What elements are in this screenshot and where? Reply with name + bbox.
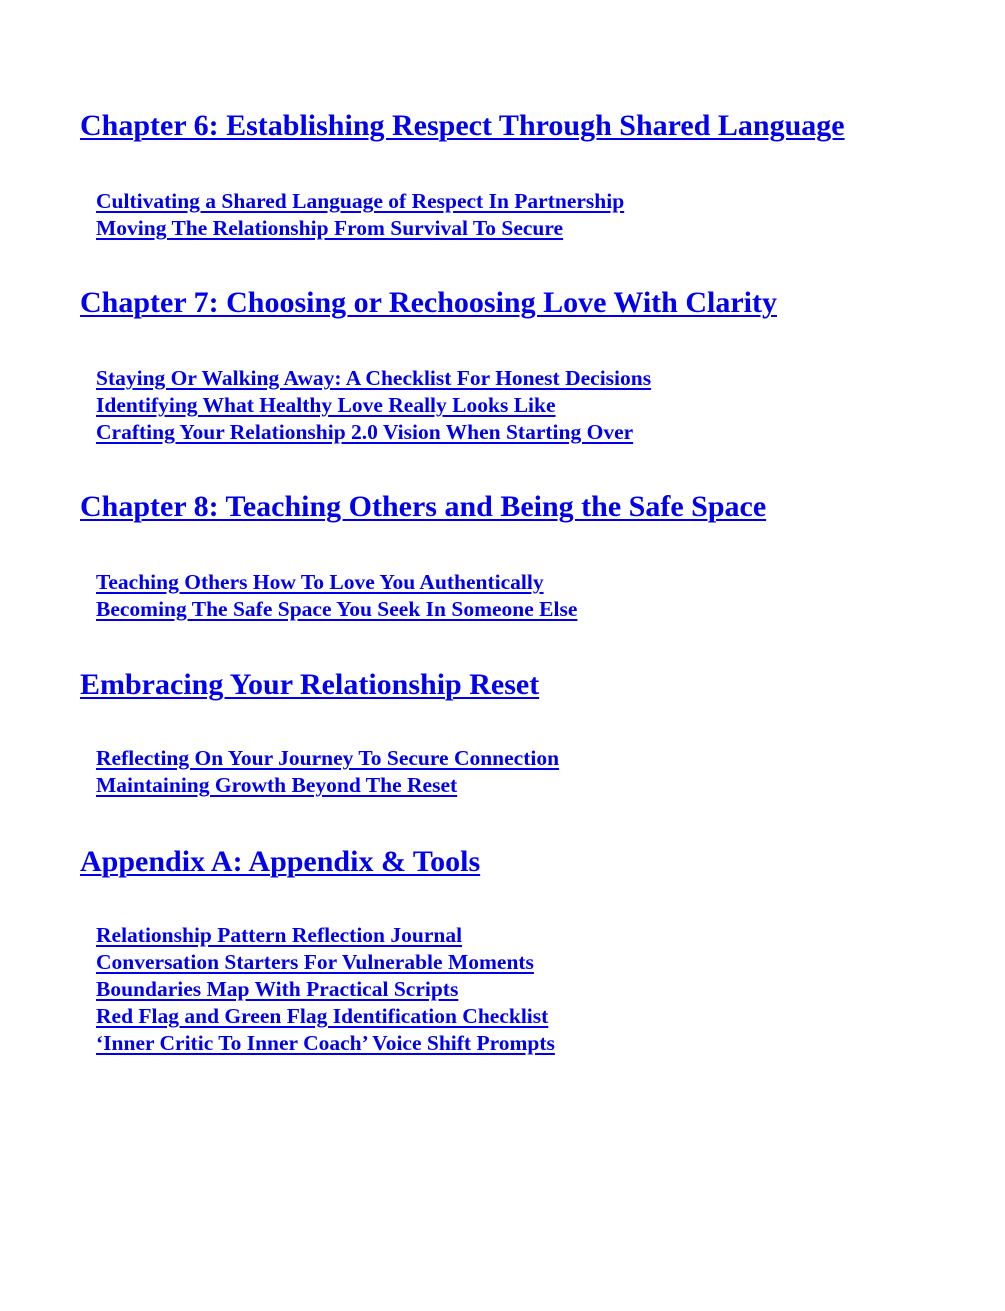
toc-section-link[interactable]: Relationship Pattern Reflection Journal <box>96 923 463 947</box>
toc-section-link[interactable]: Moving The Relationship From Survival To Secure <box>96 216 564 240</box>
toc-chapter-7-link[interactable]: Chapter 7: Choosing or Rechoosing Love With Clarity <box>80 286 777 319</box>
toc-section-link[interactable]: Red Flag and Green Flag Identification Checklist <box>96 1004 549 1028</box>
toc-section-link[interactable]: ‘Inner Critic To Inner Coach’ Voice Shift Prompts <box>96 1031 555 1055</box>
toc-section-link[interactable]: Maintaining Growth Beyond The Reset <box>96 773 458 797</box>
toc-section-link[interactable]: Becoming The Safe Space You Seek In Someone Else <box>96 597 578 621</box>
toc-section-link[interactable]: Staying Or Walking Away: A Checklist For Honest Decisions <box>96 366 652 390</box>
toc-section-link[interactable]: Boundaries Map With Practical Scripts <box>96 977 459 1001</box>
toc-section-link[interactable]: Teaching Others How To Love You Authentically <box>96 570 544 594</box>
toc-appendix-a-link[interactable]: Appendix A: Appendix & Tools <box>80 845 481 878</box>
toc-section-link[interactable]: Crafting Your Relationship 2.0 Vision When Starting Over <box>96 420 634 444</box>
toc-section-link[interactable]: Reflecting On Your Journey To Secure Connection <box>96 746 560 770</box>
toc-section-link[interactable]: Conversation Starters For Vulnerable Moments <box>96 950 534 974</box>
toc-chapter-8-link[interactable]: Chapter 8: Teaching Others and Being the Safe Space <box>80 490 767 523</box>
toc-chapter-6-link[interactable]: Chapter 6: Establishing Respect Through Shared Language <box>80 109 845 142</box>
toc-reset-chapter-link[interactable]: Embracing Your Relationship Reset <box>80 668 540 701</box>
toc-section-link[interactable]: Identifying What Healthy Love Really Looks Like <box>96 393 556 417</box>
toc-section-link[interactable]: Cultivating a Shared Language of Respect In Partnership <box>96 189 625 213</box>
